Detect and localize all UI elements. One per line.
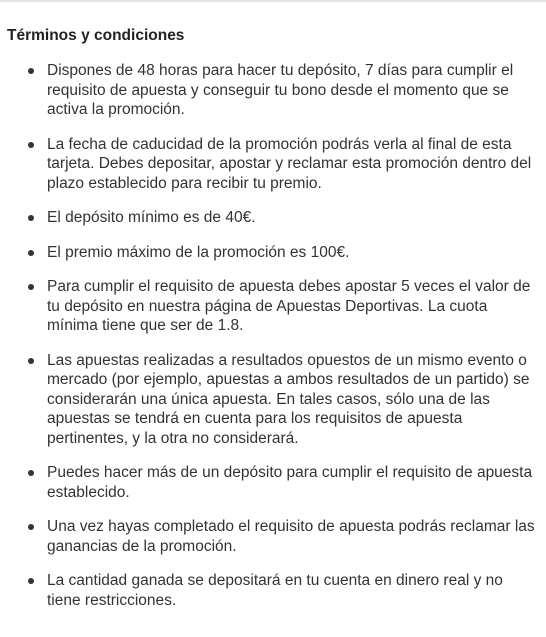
terms-item-text: Dispones de 48 horas para hacer tu depósito, 7 días para cumplir el requisito de apuesta y conseguir tu bono desde el momento que se activa la promoción. bbox=[47, 62, 514, 118]
top-divider bbox=[0, 0, 546, 2]
terms-item bbox=[7, 463, 537, 502]
terms-item-text: Una vez hayas completado el requisito de apuesta podrás reclamar las ganancias de la promoción. bbox=[47, 518, 535, 555]
terms-item-text: Las apuestas realizadas a resultados opuestos de un mismo evento o mercado (por ejemplo, apuestas a ambos resultados de un partido) se considerarán una única apuesta. En tales casos, sólo una de las apuestas se tendrá en cuenta para los requisitos de apuesta pertinentes, y la otra no considerará. bbox=[47, 351, 530, 447]
bullet-icon bbox=[28, 142, 34, 148]
terms-item bbox=[7, 208, 537, 228]
bullet-icon bbox=[28, 358, 34, 364]
bullet-icon bbox=[28, 578, 34, 584]
terms-item-text: El depósito mínimo es de 40€. bbox=[47, 209, 256, 226]
terms-item bbox=[7, 517, 537, 556]
bullet-icon bbox=[28, 68, 34, 74]
terms-item bbox=[7, 243, 537, 263]
bullet-icon bbox=[28, 470, 34, 476]
bullet-icon bbox=[28, 215, 34, 221]
terms-item-text: La fecha de caducidad de la promoción podrás verla al final de esta tarjeta. Debes depositar, apostar y reclamar esta promoción dentro del plazo establecido para recibir tu premio. bbox=[47, 135, 532, 192]
terms-list bbox=[7, 61, 537, 610]
bullet-icon bbox=[28, 524, 34, 530]
terms-item bbox=[7, 571, 537, 610]
terms-title: Términos y condiciones bbox=[7, 27, 185, 44]
terms-item bbox=[7, 277, 537, 336]
terms-item-text: Para cumplir el requisito de apuesta debes apostar 5 veces el valor de tu depósito en nuestra página de Apuestas Deportivas. La cuota mínima tiene que ser de 1.8. bbox=[47, 278, 531, 334]
terms-item bbox=[7, 135, 537, 194]
terms-item-text: La cantidad ganada se depositará en tu cuenta en dinero real y no tiene restricciones. bbox=[47, 572, 503, 609]
bullet-icon bbox=[28, 250, 34, 256]
terms-item-text: Puedes hacer más de un depósito para cumplir el requisito de apuesta establecido. bbox=[47, 464, 533, 501]
terms-item bbox=[7, 351, 537, 449]
terms-item-text: El premio máximo de la promoción es 100€. bbox=[47, 243, 350, 261]
terms-item bbox=[7, 61, 537, 120]
terms-section bbox=[7, 26, 537, 625]
bullet-icon bbox=[28, 284, 34, 290]
